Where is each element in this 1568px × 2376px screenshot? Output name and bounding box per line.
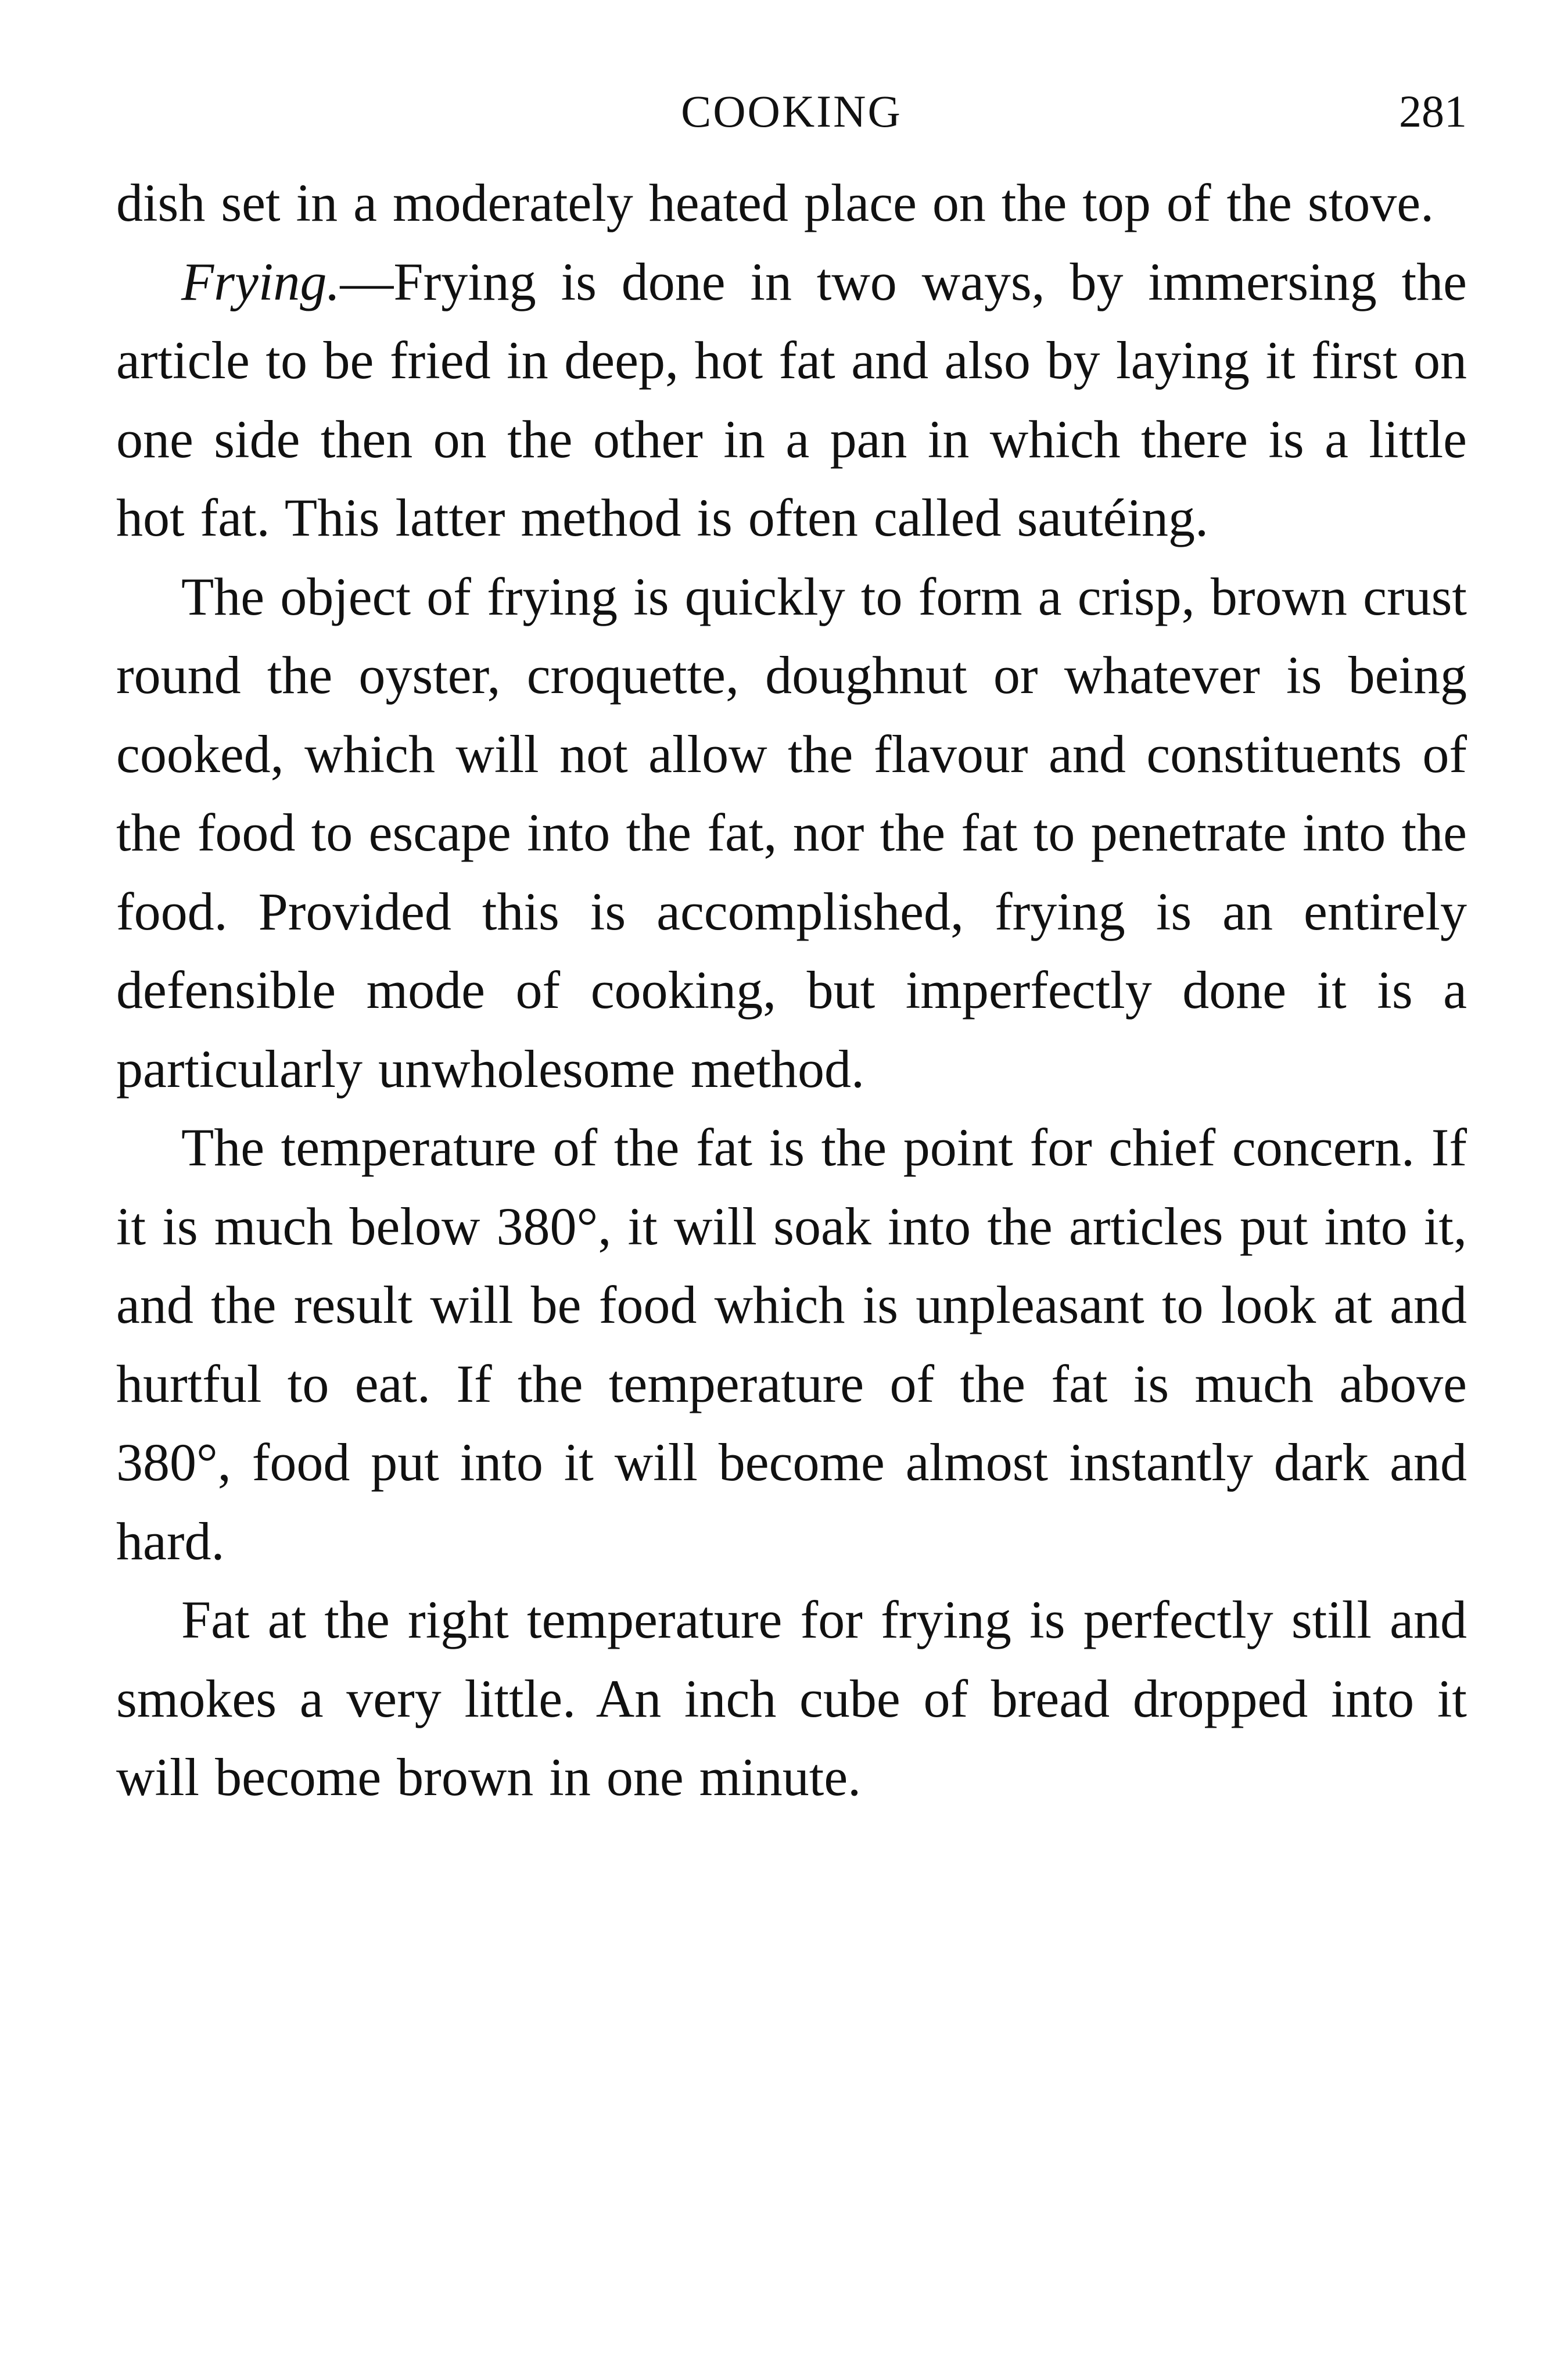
paragraph-object-of-frying bbox=[116, 558, 1467, 1109]
running-header bbox=[116, 82, 1467, 141]
paragraph-text: The temperature of the fat is the point for chief concern. If it is much below 380°, it will soak into the articles put into it, and the result will be food which is unpleasant to look at and hurtful to eat. If the temperature of the fat is much above 380°, food put into it will become almost instantly dark and hard. bbox=[116, 1118, 1467, 1571]
paragraph-continuation bbox=[116, 164, 1467, 243]
running-title: COOKING bbox=[681, 86, 902, 137]
paragraph-text: The object of frying is quickly to form a crisp, brown crust round the oyster, croquette, doughnut or whatever is being cooked, which will not allow the flavour and constituents of the food to escape into the fat, nor the fat to penetrate into the food. Provided this is accomplished, frying is an entirely defensible mode of cooking, but imperfectly done it is a particularly unwholesome method. bbox=[116, 566, 1467, 1099]
paragraph-frying bbox=[116, 243, 1467, 558]
page-body bbox=[116, 164, 1467, 1817]
paragraph-text: —Frying is done in two ways, by immersing the article to be fried in deep, hot fat and also by laying it first on one side then on the other in a pan in which there is a little hot fat. This latter method is often called sautéing. bbox=[116, 252, 1467, 547]
paragraph-temperature bbox=[116, 1108, 1467, 1581]
paragraph-text: Fat at the right temperature for frying is perfectly still and smokes a very little. An inch cube of bread dropped into it will become brown in one minute. bbox=[116, 1590, 1467, 1807]
paragraph-text: dish set in a moderately heated place on the top of the stove. bbox=[116, 173, 1434, 232]
run-in-heading: Frying. bbox=[181, 252, 340, 311]
paragraph-right-temperature bbox=[116, 1581, 1467, 1817]
page-number: 281 bbox=[1399, 86, 1467, 137]
